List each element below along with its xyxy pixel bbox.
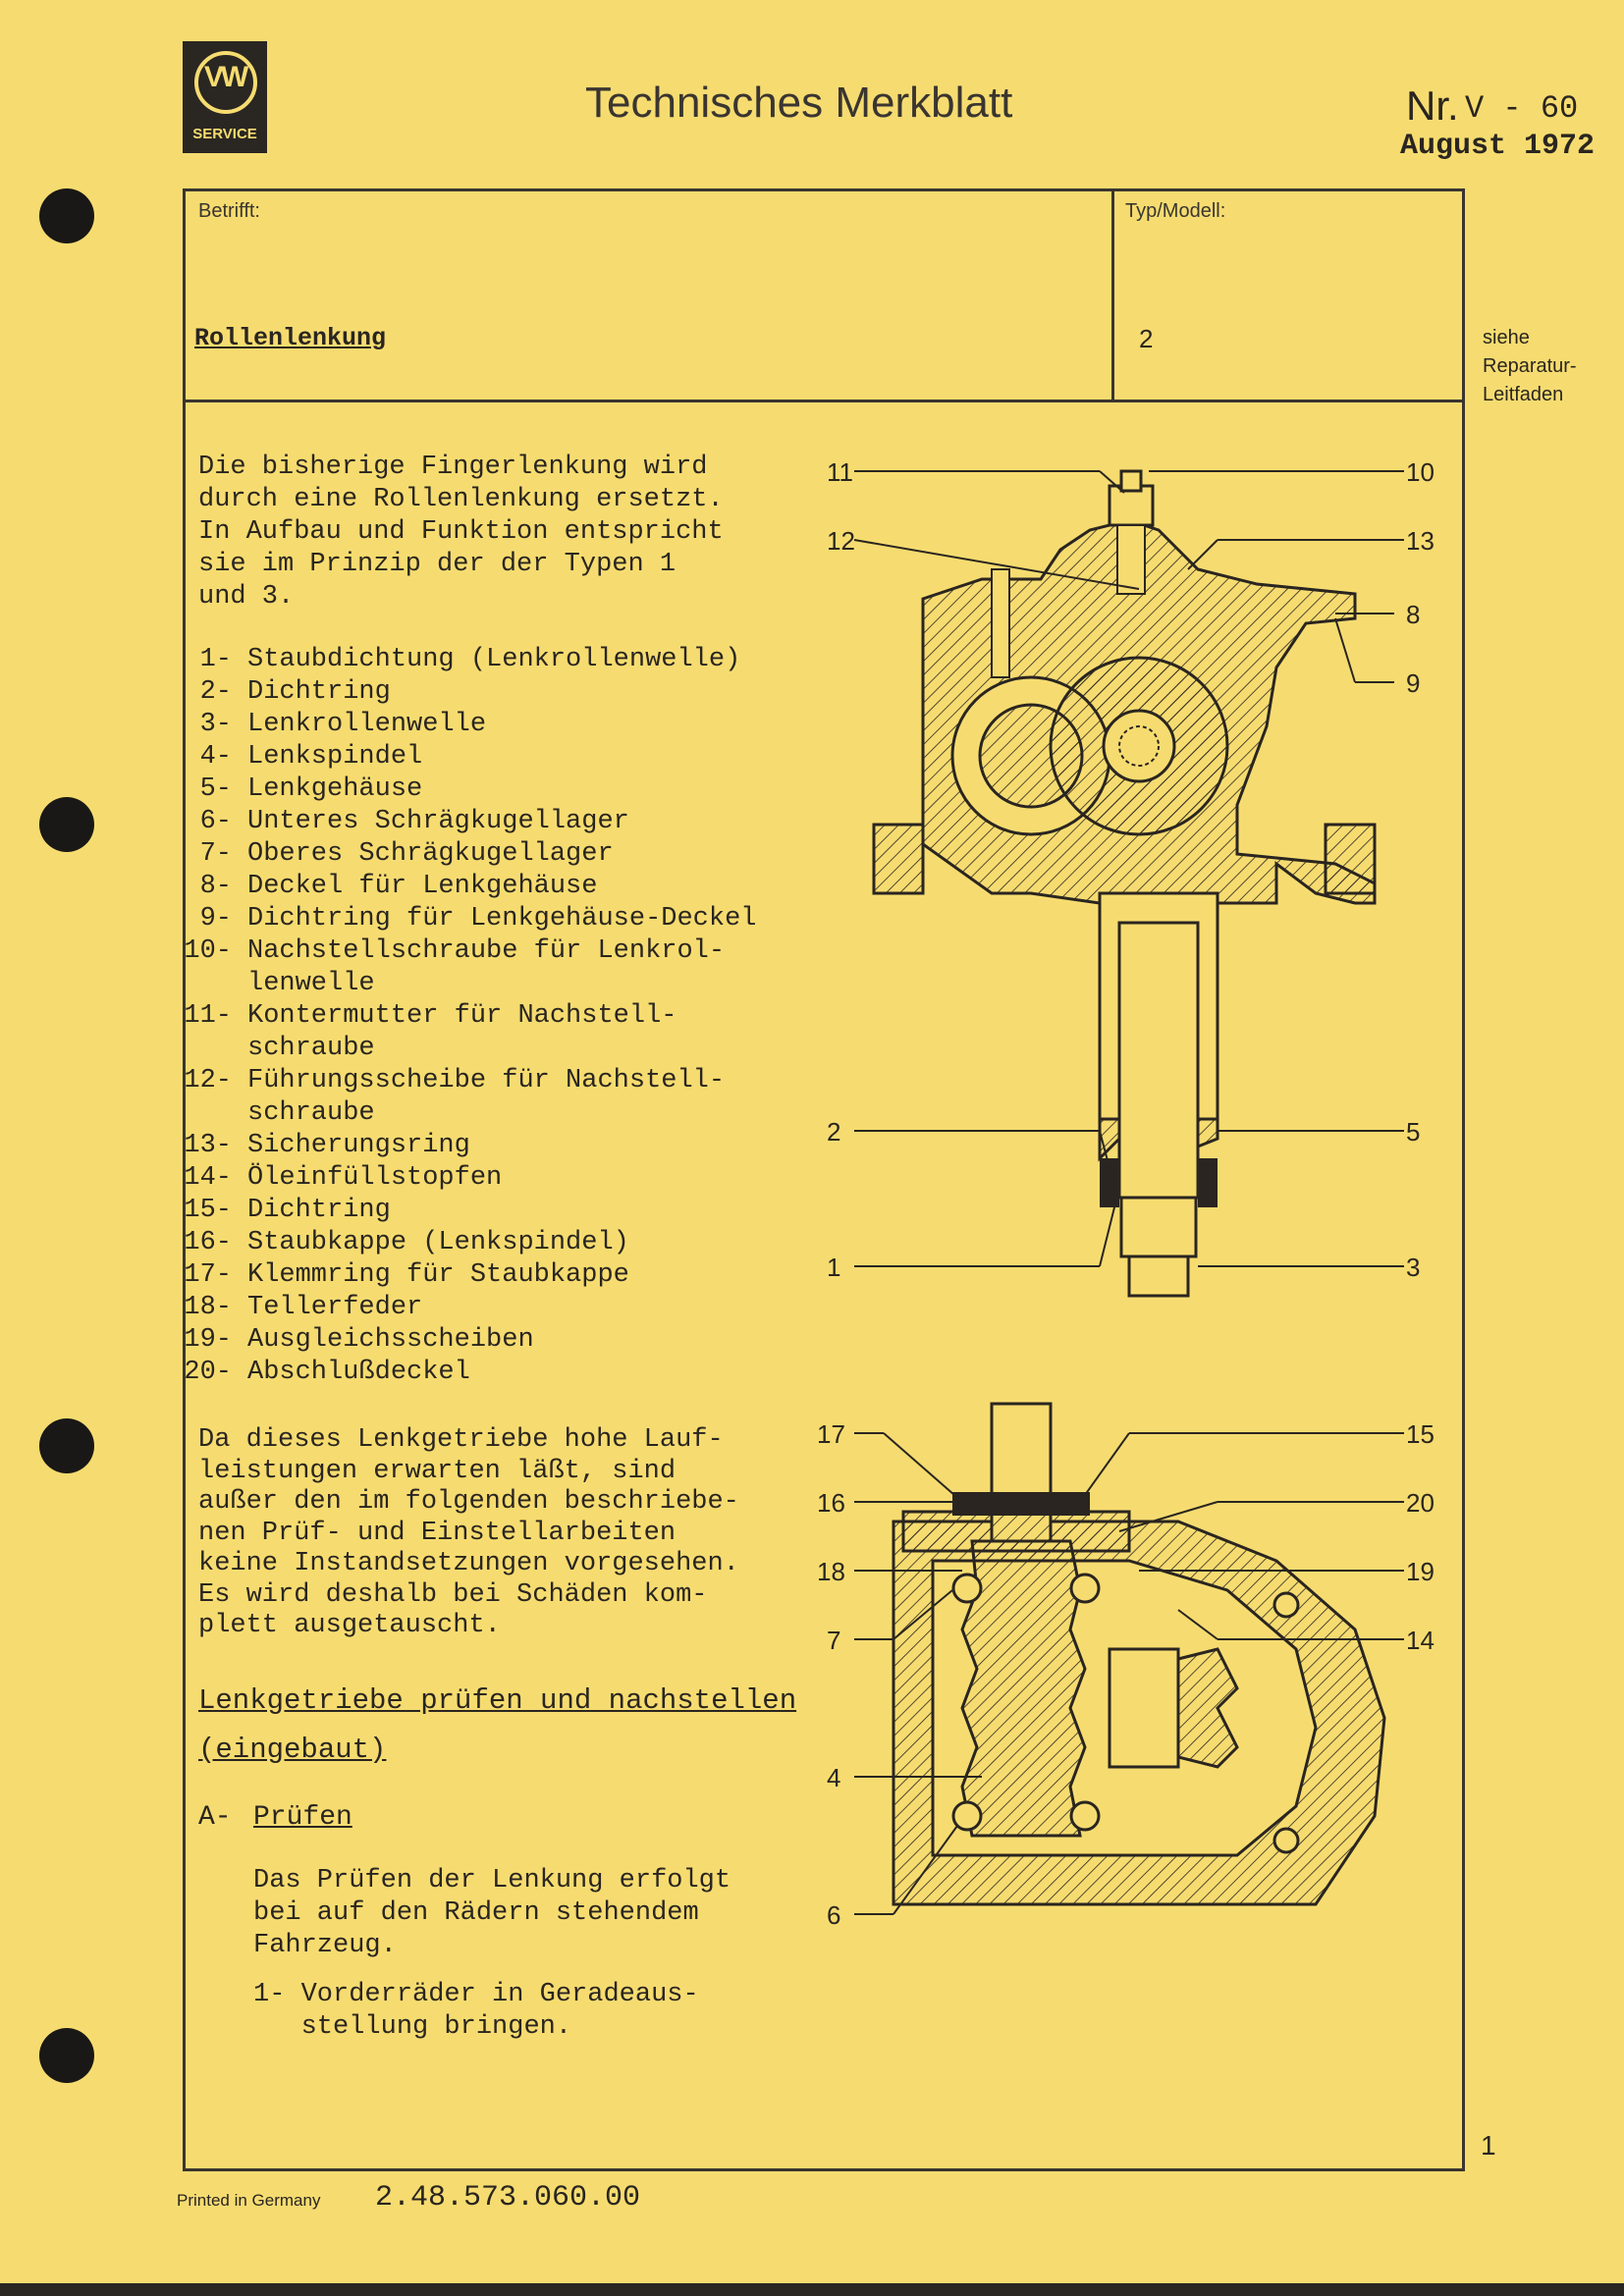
parts-list-text: Nachstellschraube für Lenkrol- xyxy=(247,936,726,966)
parts-list-text: Kontermutter für Nachstell- xyxy=(247,1001,677,1031)
callout-3: 3 xyxy=(1406,1253,1421,1282)
betrifft-label: Betrifft: xyxy=(198,200,260,222)
check-paragraph: Das Prüfen der Lenkung erfolgt bei auf den Rädern stehendem Fahrzeug. xyxy=(253,1866,731,1960)
lower-bearing-ball-left xyxy=(953,1802,981,1830)
callout-6: 6 xyxy=(827,1900,841,1930)
steering-box-section-diagram xyxy=(805,432,1453,1355)
document-title: Technisches Merkblatt xyxy=(585,79,1013,127)
callout-16: 16 xyxy=(817,1488,845,1518)
parts-list-text: Unteres Schrägkugellager xyxy=(247,807,629,836)
parts-list-item xyxy=(181,1097,756,1130)
parts-list-number: 14- xyxy=(184,1163,232,1193)
parts-list-text: Deckel für Lenkgehäuse xyxy=(247,872,598,901)
parts-list-text: Lenkspindel xyxy=(247,742,423,772)
subsection-a-label: A- xyxy=(198,1802,232,1833)
callout-2: 2 xyxy=(827,1117,841,1147)
parts-list-text: Staubkappe (Lenkspindel) xyxy=(247,1228,629,1257)
callout-20: 20 xyxy=(1406,1488,1435,1518)
parts-list xyxy=(181,644,756,1389)
housing-ear-left xyxy=(874,825,923,893)
parts-list-text: Lenkrollenwelle xyxy=(247,710,487,739)
vw-logo-text: VW xyxy=(203,61,246,93)
parts-list-number: 20- xyxy=(184,1358,232,1387)
parts-list-text: Staubdichtung (Lenkrollenwelle) xyxy=(247,645,741,674)
adjusting-screw-shaft xyxy=(1117,525,1145,594)
housing-bolt xyxy=(992,569,1009,677)
subsection-a-title: Prüfen xyxy=(253,1802,352,1833)
output-shaft xyxy=(1119,923,1198,1198)
service-logo-text: SERVICE xyxy=(192,126,257,142)
upper-bearing-ball-left xyxy=(953,1575,981,1602)
steering-spindle-section-diagram xyxy=(805,1394,1453,1963)
callout-15: 15 xyxy=(1406,1419,1435,1449)
intro-paragraph: Die bisherige Fingerlenkung wird durch eine Rollenlenkung ersetzt. In Aufbau und Funktion entspricht sie im Prinzip der der Typen 1 und 3. xyxy=(198,453,724,612)
part-number: 2.48.573.060.00 xyxy=(375,2181,641,2215)
binder-hole-lower xyxy=(39,1418,94,1473)
parts-list-number: 1- xyxy=(199,645,232,674)
parts-list-number: 16- xyxy=(184,1228,232,1257)
lower-bearing-ball-right xyxy=(1071,1802,1099,1830)
parts-list-text: Führungsscheibe für Nachstell- xyxy=(247,1066,726,1095)
parts-list-item xyxy=(181,676,756,709)
end-cover xyxy=(903,1512,1129,1551)
callout-17: 17 xyxy=(817,1419,845,1449)
callout-18: 18 xyxy=(817,1557,845,1586)
typ-modell-value: 2 xyxy=(1139,324,1154,353)
parts-list-number: 4- xyxy=(199,742,232,772)
parts-list-item xyxy=(181,1357,756,1389)
callout-10: 10 xyxy=(1406,457,1435,487)
bottom-strip xyxy=(0,2283,1624,2296)
parts-list-number: 11- xyxy=(184,1001,232,1031)
callout-5: 5 xyxy=(1406,1117,1421,1147)
parts-list-item xyxy=(181,903,756,935)
parts-list-number: 7- xyxy=(199,839,232,869)
parts-list-text: Tellerfeder xyxy=(247,1293,423,1322)
parts-list-text: Lenkgehäuse xyxy=(247,774,423,804)
parts-list-item xyxy=(181,709,756,741)
number-value: V - 60 xyxy=(1465,90,1579,127)
parts-list-item xyxy=(181,1033,756,1065)
parts-list-item xyxy=(181,1162,756,1195)
upper-bearing-ball-right xyxy=(1071,1575,1099,1602)
parts-list-number: 17- xyxy=(184,1260,232,1290)
binder-hole-bottom xyxy=(39,2028,94,2083)
roller-body xyxy=(1110,1649,1178,1767)
parts-list-item xyxy=(181,935,756,968)
callout-13: 13 xyxy=(1406,526,1435,556)
binder-hole-middle xyxy=(39,797,94,852)
housing-ear-right xyxy=(1326,825,1375,893)
vw-service-logo xyxy=(183,41,267,153)
siehe-reparatur-note xyxy=(1483,324,1577,409)
page-number: 1 xyxy=(1481,2130,1496,2161)
parts-list-item xyxy=(181,1227,756,1259)
parts-list-item xyxy=(181,1195,756,1227)
printed-in-germany: Printed in Germany xyxy=(177,2191,321,2210)
parts-list-number: 12- xyxy=(184,1066,232,1095)
callout-11: 11 xyxy=(827,457,853,487)
parts-list-number: 10- xyxy=(184,936,232,966)
callout-1: 1 xyxy=(827,1253,841,1282)
callout-8: 8 xyxy=(1406,600,1421,629)
parts-list-number: 13- xyxy=(184,1131,232,1160)
subject-value: Rollenlenkung xyxy=(194,324,387,352)
seal-right xyxy=(1198,1158,1218,1207)
parts-list-number: 6- xyxy=(199,807,232,836)
mount-hole-top xyxy=(1274,1593,1298,1617)
dust-cap xyxy=(952,1492,1090,1516)
parts-list-text: Sicherungsring xyxy=(247,1131,470,1160)
output-shaft-end xyxy=(1121,1198,1196,1256)
parts-list-text: Dichtring xyxy=(247,677,391,707)
output-shaft-spline xyxy=(1129,1256,1188,1296)
parts-list-text: Ausgleichsscheiben xyxy=(247,1325,534,1355)
siehe-line-1: siehe xyxy=(1483,327,1530,348)
number-label: Nr. xyxy=(1406,82,1459,129)
parts-list-number: 5- xyxy=(199,774,232,804)
callout-9: 9 xyxy=(1406,668,1421,698)
document-date: August 1972 xyxy=(1400,130,1596,163)
parts-list-item xyxy=(181,1324,756,1357)
siehe-line-3: Leitfaden xyxy=(1483,384,1564,405)
section-title: Lenkgetriebe prüfen und nachstellen xyxy=(198,1684,797,1717)
parts-list-item xyxy=(181,1130,756,1162)
replacement-paragraph: Da dieses Lenkgetriebe hohe Lauf- leistungen erwarten läßt, sind außer den im folgenden beschriebe- nen Prüf- und Einstellarbeiten keine Instandsetzungen vorgesehen. Es wird deshalb bei Schäden kom- plett ausgetauscht. xyxy=(198,1425,739,1640)
binder-hole-top xyxy=(39,188,94,243)
parts-list-text: Abschlußdeckel xyxy=(247,1358,470,1387)
mount-hole-bottom xyxy=(1274,1829,1298,1852)
parts-list-text: Oberes Schrägkugellager xyxy=(247,839,614,869)
adjusting-screw-head xyxy=(1121,471,1141,491)
siehe-line-2: Reparatur- xyxy=(1483,355,1577,377)
parts-list-text: lenwelle xyxy=(247,969,375,998)
parts-list-item xyxy=(181,1000,756,1033)
parts-list-number: 9- xyxy=(199,904,232,934)
parts-list-item xyxy=(181,644,756,676)
callout-4: 4 xyxy=(827,1763,841,1792)
parts-list-text: Dichtring xyxy=(247,1196,391,1225)
parts-list-item xyxy=(181,806,756,838)
parts-list-item xyxy=(181,968,756,1000)
header-box xyxy=(183,188,1465,402)
parts-list-item xyxy=(181,838,756,871)
parts-list-item xyxy=(181,871,756,903)
parts-list-number: 15- xyxy=(184,1196,232,1225)
parts-list-item xyxy=(181,1292,756,1324)
parts-list-text: Klemmring für Staubkappe xyxy=(247,1260,629,1290)
callout-19: 19 xyxy=(1406,1557,1435,1586)
parts-list-number: 2- xyxy=(199,677,232,707)
header-divider xyxy=(1111,188,1114,402)
section-subtitle: (eingebaut) xyxy=(198,1734,387,1766)
parts-list-text: schraube xyxy=(247,1098,375,1128)
parts-list-text: schraube xyxy=(247,1034,375,1063)
parts-list-number: 18- xyxy=(184,1293,232,1322)
parts-list-item xyxy=(181,774,756,806)
parts-list-text: Dichtring für Lenkgehäuse-Deckel xyxy=(247,904,757,934)
roller-bearing xyxy=(1104,711,1174,781)
parts-list-item xyxy=(181,1065,756,1097)
parts-list-number: 3- xyxy=(199,710,232,739)
parts-list-item xyxy=(181,1259,756,1292)
parts-list-text: Öleinfüllstopfen xyxy=(247,1163,503,1193)
callout-12: 12 xyxy=(827,526,855,556)
step-1: 1- Vorderräder in Geradeaus- stellung bringen. xyxy=(253,1980,699,2042)
parts-list-number: 8- xyxy=(199,872,232,901)
parts-list-number: 19- xyxy=(184,1325,232,1355)
parts-list-item xyxy=(181,741,756,774)
typ-modell-label: Typ/Modell: xyxy=(1125,200,1226,222)
callout-7: 7 xyxy=(827,1626,841,1655)
callout-14: 14 xyxy=(1406,1626,1435,1655)
